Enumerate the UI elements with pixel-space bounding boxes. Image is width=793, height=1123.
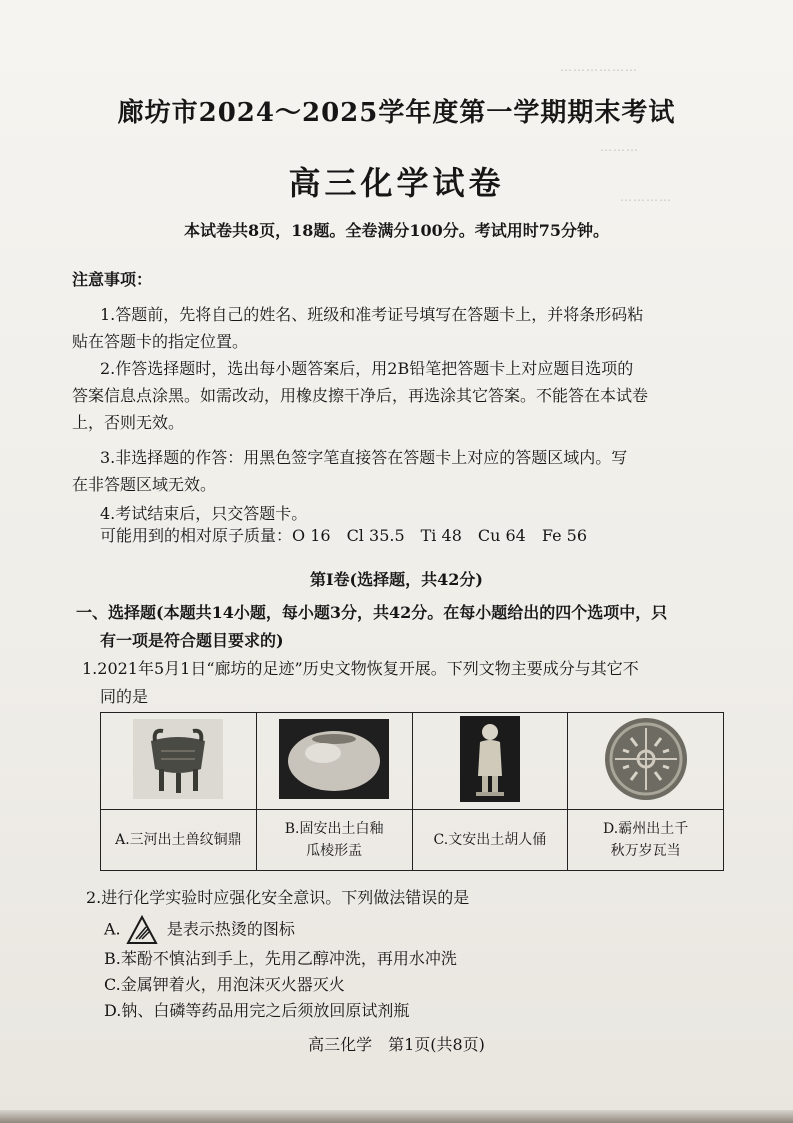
- option-c-label: C.文安出土胡人俑: [412, 810, 568, 871]
- note-line: 4.考试结束后，只交答题卡。: [100, 504, 308, 523]
- question-1-stem: 1.2021年5月1日“廊坊的足迹”历史文物恢复开展。下列文物主要成分与其它不: [82, 659, 639, 678]
- roof-tile-image: [568, 713, 724, 810]
- exam-subject: 高三化学试卷: [288, 164, 505, 202]
- note-line: 1.答题前，先将自己的姓名、班级和准考证号填写在答题卡上，并将条形码粘: [100, 305, 644, 324]
- bronze-ding-image: [101, 713, 257, 810]
- question-1-stem: 同的是: [100, 687, 149, 706]
- option-a-label: A.三河出土兽纹铜鼎: [101, 810, 257, 871]
- note-line: 贴在答题卡的指定位置。: [72, 332, 249, 351]
- note-line: 在非答题区域无效。: [72, 475, 217, 494]
- page-footer: 高三化学 第1页(共8页): [308, 1035, 485, 1054]
- bleed-through-text: …………: [620, 190, 672, 204]
- exam-title: 廊坊市2024～2025学年度第一学期期末考试: [117, 98, 676, 128]
- question-2-option-d: D.钠、白磷等药品用完之后须放回原试剂瓶: [104, 1001, 410, 1020]
- hu-figurine-image: [412, 713, 568, 810]
- question-2-option-b: B.苯酚不慎沾到手上，先用乙醇冲洗，再用水冲洗: [104, 949, 457, 968]
- question-2-stem: 2.进行化学实验时应强化安全意识。下列做法错误的是: [86, 888, 470, 907]
- hot-surface-icon: [126, 915, 158, 945]
- white-glaze-jar-image: [256, 713, 412, 810]
- bleed-through-text: ………………: [560, 60, 638, 74]
- question-2-option-c: C.金属钾着火，用泡沫灭火器灭火: [104, 975, 345, 994]
- notes-heading: 注意事项：: [72, 270, 153, 289]
- section-heading: 第Ⅰ卷(选择题，共42分): [310, 570, 483, 589]
- atomic-mass-line: 可能用到的相对原子质量：O 16 Cl 35.5 Ti 48 Cu 64 Fe 56: [100, 526, 588, 545]
- page-bottom-edge: [0, 1110, 793, 1123]
- question-2-option-a: A. 是表示热烫的图标: [104, 915, 295, 945]
- note-line: 答案信息点涂黑。如需改动，用橡皮擦干净后，再选涂其它答案。不能答在本试卷: [72, 386, 649, 405]
- note-line: 2.作答选择题时，选出每小题答案后，用2B铅笔把答题卡上对应题目选项的: [100, 359, 634, 378]
- option-b-label: B.固安出土白釉 瓜棱形盂: [256, 810, 412, 871]
- bleed-through-text: ………: [600, 140, 639, 154]
- option-d-label: D.霸州出土千 秋万岁瓦当: [568, 810, 724, 871]
- note-line: 3.非选择题的作答：用黑色签字笔直接答在答题卡上对应的答题区域内。写: [100, 448, 628, 467]
- artifact-table: [100, 712, 724, 871]
- section-instruction: 一、选择题(本题共14小题，每小题3分，共42分。在每小题给出的四个选项中，只: [76, 603, 668, 622]
- note-line: 上，否则无效。: [72, 413, 185, 432]
- section-instruction: 有一项是符合题目要求的): [100, 631, 284, 650]
- exam-info: 本试卷共8页，18题。全卷满分100分。考试用时75分钟。: [183, 221, 610, 240]
